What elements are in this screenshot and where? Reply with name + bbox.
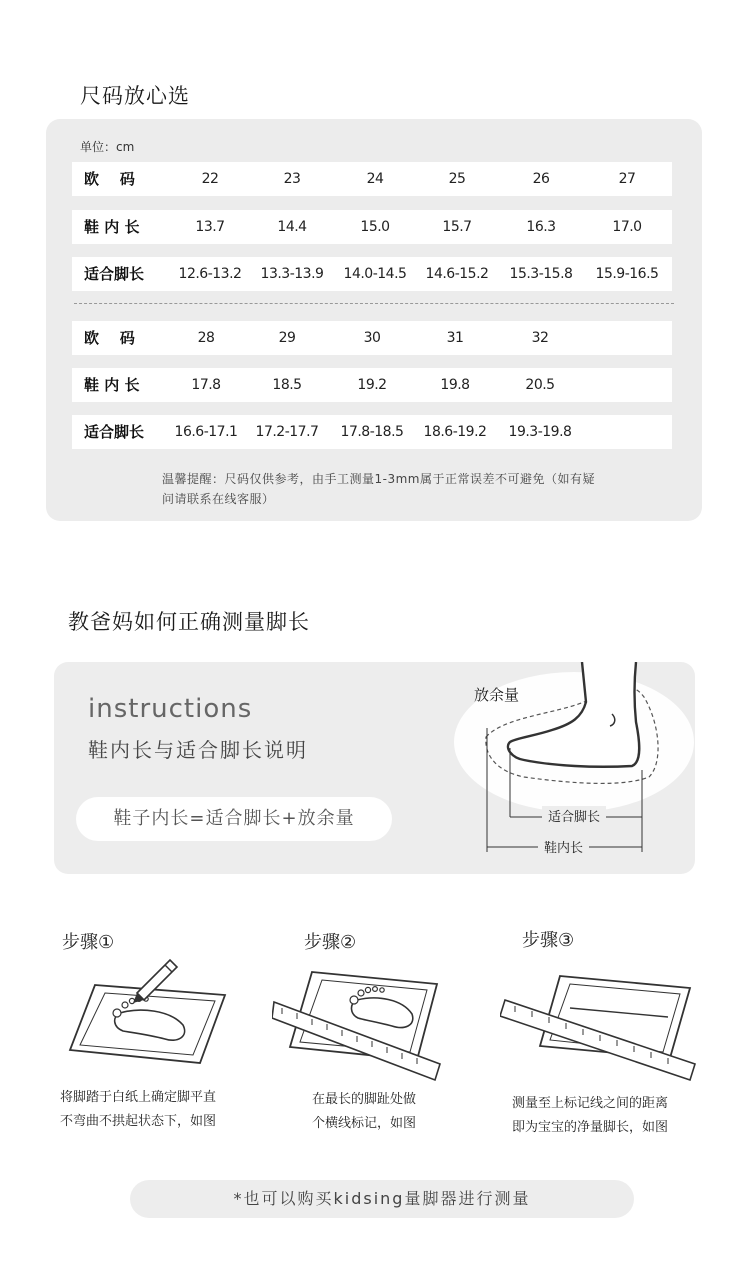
eu-size-row-2 <box>72 321 672 355</box>
eu-size-cell: 32 <box>531 330 549 346</box>
eu-size-cell: 31 <box>446 330 464 346</box>
inner-length-cell: 13.7 <box>195 219 225 235</box>
size-tip-line1: 温馨提醒：尺码仅供参考，由手工测量1-3mm属于正常误差不可避免（如有疑 <box>162 472 595 486</box>
fit-length-cell: 17.8-18.5 <box>340 424 404 440</box>
fit-length-cell: 17.2-17.7 <box>255 424 319 440</box>
step-2-illustration <box>272 962 442 1082</box>
fit-length-cell: 13.3-13.9 <box>260 266 324 282</box>
size-tip-line2: 问请联系在线客服） <box>162 492 275 506</box>
step-3-line2: 即为宝宝的净量脚长，如图 <box>512 1120 669 1135</box>
step-1-line2: 不弯曲不拱起状态下，如图 <box>60 1114 217 1129</box>
step-2-title: 步骤② <box>304 932 357 953</box>
size-tip <box>162 469 662 509</box>
inner-length-cell: 19.2 <box>357 377 387 393</box>
instructions-en-title: instructions <box>88 694 253 724</box>
eu-size-row-1 <box>72 162 672 196</box>
fit-length-cell: 15.9-16.5 <box>595 266 659 282</box>
step-3-title: 步骤③ <box>522 930 575 951</box>
eu-size-cell: 23 <box>283 171 301 187</box>
step-2-line1: 在最长的脚趾处做 <box>312 1092 417 1107</box>
unit-label: 单位：cm <box>80 140 135 154</box>
step-3-illustration <box>500 968 700 1088</box>
inner-length-row-1 <box>72 210 672 244</box>
inner-length-cell: 17.0 <box>612 219 642 235</box>
inner-length-cell: 15.0 <box>360 219 390 235</box>
step-1-line1: 将脚踏于白纸上确定脚平直 <box>60 1090 217 1105</box>
eu-size-label: 欧 码 <box>84 329 135 347</box>
eu-size-cell: 22 <box>201 171 219 187</box>
eu-size-cell: 25 <box>448 171 466 187</box>
fit-length-cell: 18.6-19.2 <box>423 424 487 440</box>
fit-length-cell: 15.3-15.8 <box>509 266 573 282</box>
fit-length-cell: 14.6-15.2 <box>425 266 489 282</box>
fit-length-cell: 19.3-19.8 <box>508 424 572 440</box>
fit-length-row-2 <box>72 415 672 449</box>
step-2-line2: 个横线标记，如图 <box>312 1116 417 1131</box>
eu-size-cell: 24 <box>366 171 384 187</box>
measurer-note: *也可以购买kidsing量脚器进行测量 <box>130 1180 634 1218</box>
inner-length-cell: 17.8 <box>191 377 221 393</box>
size-section-title: 尺码放心选 <box>80 84 190 108</box>
eu-size-label: 欧 码 <box>84 170 135 188</box>
eu-size-cell: 26 <box>532 171 550 187</box>
step-1-description <box>60 1086 216 1134</box>
fit-length-cell: 16.6-17.1 <box>174 424 238 440</box>
inner-length-cell: 19.8 <box>440 377 470 393</box>
step-1-illustration <box>65 955 230 1065</box>
inner-length-cell: 14.4 <box>277 219 307 235</box>
eu-size-cell: 30 <box>363 330 381 346</box>
inner-length-row-2 <box>72 368 672 402</box>
eu-size-cell: 29 <box>278 330 296 346</box>
eu-size-cell: 27 <box>618 171 636 187</box>
inner-length-cell: 16.3 <box>526 219 556 235</box>
inner-length-cell: 20.5 <box>525 377 555 393</box>
fit-length-diagram-label: 适合脚长 <box>542 806 606 825</box>
fit-length-cell: 12.6-13.2 <box>178 266 242 282</box>
fit-length-label: 适合脚长 <box>84 265 145 283</box>
step-2-description <box>312 1088 416 1136</box>
step-1-title: 步骤① <box>62 932 115 953</box>
inner-length-cell: 15.7 <box>442 219 472 235</box>
step-3-line1: 测量至上标记线之间的距离 <box>512 1096 669 1111</box>
formula-pill: 鞋子内长=适合脚长+放余量 <box>76 797 392 841</box>
instructions-card <box>54 662 695 874</box>
inner-length-label: 鞋 内 长 <box>84 376 140 394</box>
instructions-cn-title: 鞋内长与适合脚长说明 <box>88 738 308 762</box>
inner-length-diagram-label: 鞋内长 <box>538 837 589 856</box>
inner-length-cell: 18.5 <box>272 377 302 393</box>
allowance-label: 放余量 <box>474 686 520 704</box>
size-chart-card <box>46 119 702 521</box>
fit-length-row-1 <box>72 257 672 291</box>
step-3-description <box>512 1092 668 1140</box>
measure-section-title: 教爸妈如何正确测量脚长 <box>68 610 310 634</box>
fit-length-cell: 14.0-14.5 <box>343 266 407 282</box>
fit-length-label: 适合脚长 <box>84 423 145 441</box>
table-divider <box>74 303 674 304</box>
eu-size-cell: 28 <box>197 330 215 346</box>
inner-length-label: 鞋 内 长 <box>84 218 140 236</box>
